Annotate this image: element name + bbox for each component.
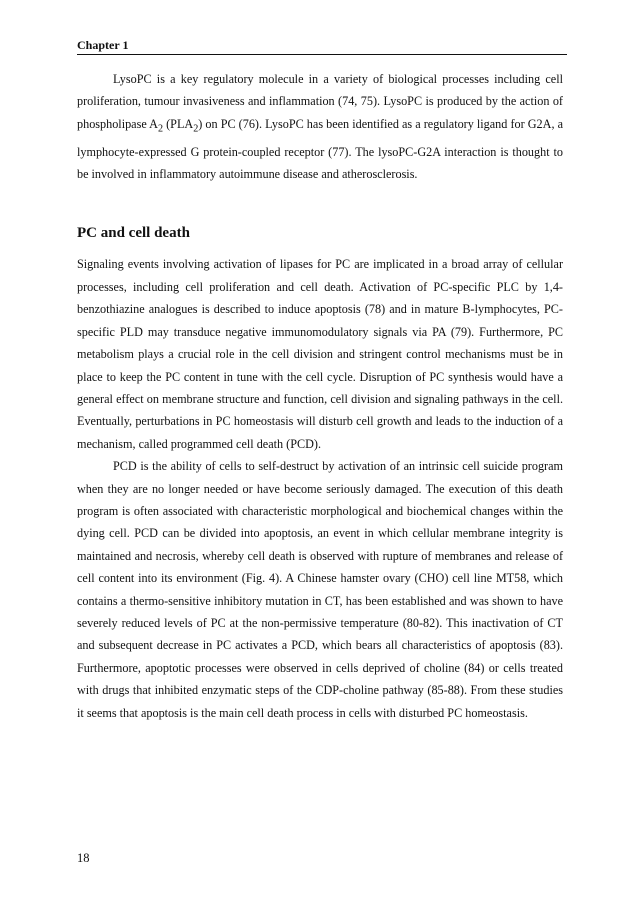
chapter-header: Chapter 1 <box>77 38 129 52</box>
paragraph-lysopc-text-1: LysoPC is a key regulatory molecule in a variety of biological processes including cell proliferation, tumour invasiveness and inflammation (74, 75). LysoPC is produced by the action of phospholipase A <box>77 72 563 131</box>
paragraph-signaling: Signaling events involving activation of lipases for PC are implicated in a broad array of cellular processes, including cell proliferation and cell death. Activation of PC-specific PLC by 1,4-benzothiazine analogues is described to induce apoptosis (78) and in mature B-lymphocytes, PC-specific PLD may transduce negative immunomodulatory signals via PA (79). Furthermore, PC metabolism plays a crucial role in the cell division and stringent control mechanisms must be in place to keep the PC content in tune with the cell cycle. Disruption of PC synthesis would have a general effect on membrane structure and function, cell division and signaling pathways in the cell. Eventually, perturbations in PC homeostasis will disturb cell growth and leads to the induction of a mechanism, called programmed cell death (PCD). <box>77 257 563 451</box>
header-rule <box>77 54 567 55</box>
section-heading: PC and cell death <box>77 225 190 242</box>
paragraph-lysopc <box>77 68 563 185</box>
paragraph-pcd: PCD is the ability of cells to self-destruct by activation of an intrinsic cell suicide program when they are no longer needed or have become seriously damaged. The execution of this death program is often associated with characteristic morphological and biochemical changes within the dying cell. PCD can be divided into apoptosis, an event in which cellular membrane integrity is maintained and necrosis, whereby cell death is observed with rupture of membranes and release of cell content into its environment (Fig. 4). A Chinese hamster ovary (CHO) cell line MT58, which contains a thermo-sensitive inhibitory mutation in CT, has been established and was shown to have severely reduced levels of PC at the non-permissive temperature (80-82). This inactivation of CT and subsequent decrease in PC activates a PCD, which bears all characteristics of apoptosis (83). Furthermore, apoptotic processes were observed in cells deprived of choline (84) or cells treated with drugs that inhibited enzymatic steps of the CDP-choline pathway (85-88). From these studies it seems that apoptosis is the main cell death process in cells with disturbed PC homeostasis. <box>77 459 563 720</box>
subscript-2: 2 <box>193 123 199 135</box>
paragraph-lysopc-text-2: (PLA <box>163 116 194 131</box>
subscript-2: 2 <box>157 123 164 135</box>
paragraph-lysopc-text-3: ) on PC (76). LysoPC has been identified as a regulatory ligand for G2A, a lymphocyte-expressed G protein-coupled receptor (77). The lysoPC-G2A interaction is thought to be involved in inflammatory autoimmune disease and atherosclerosis. <box>77 116 563 182</box>
body-text <box>77 68 563 724</box>
page-number: 18 <box>77 851 90 865</box>
